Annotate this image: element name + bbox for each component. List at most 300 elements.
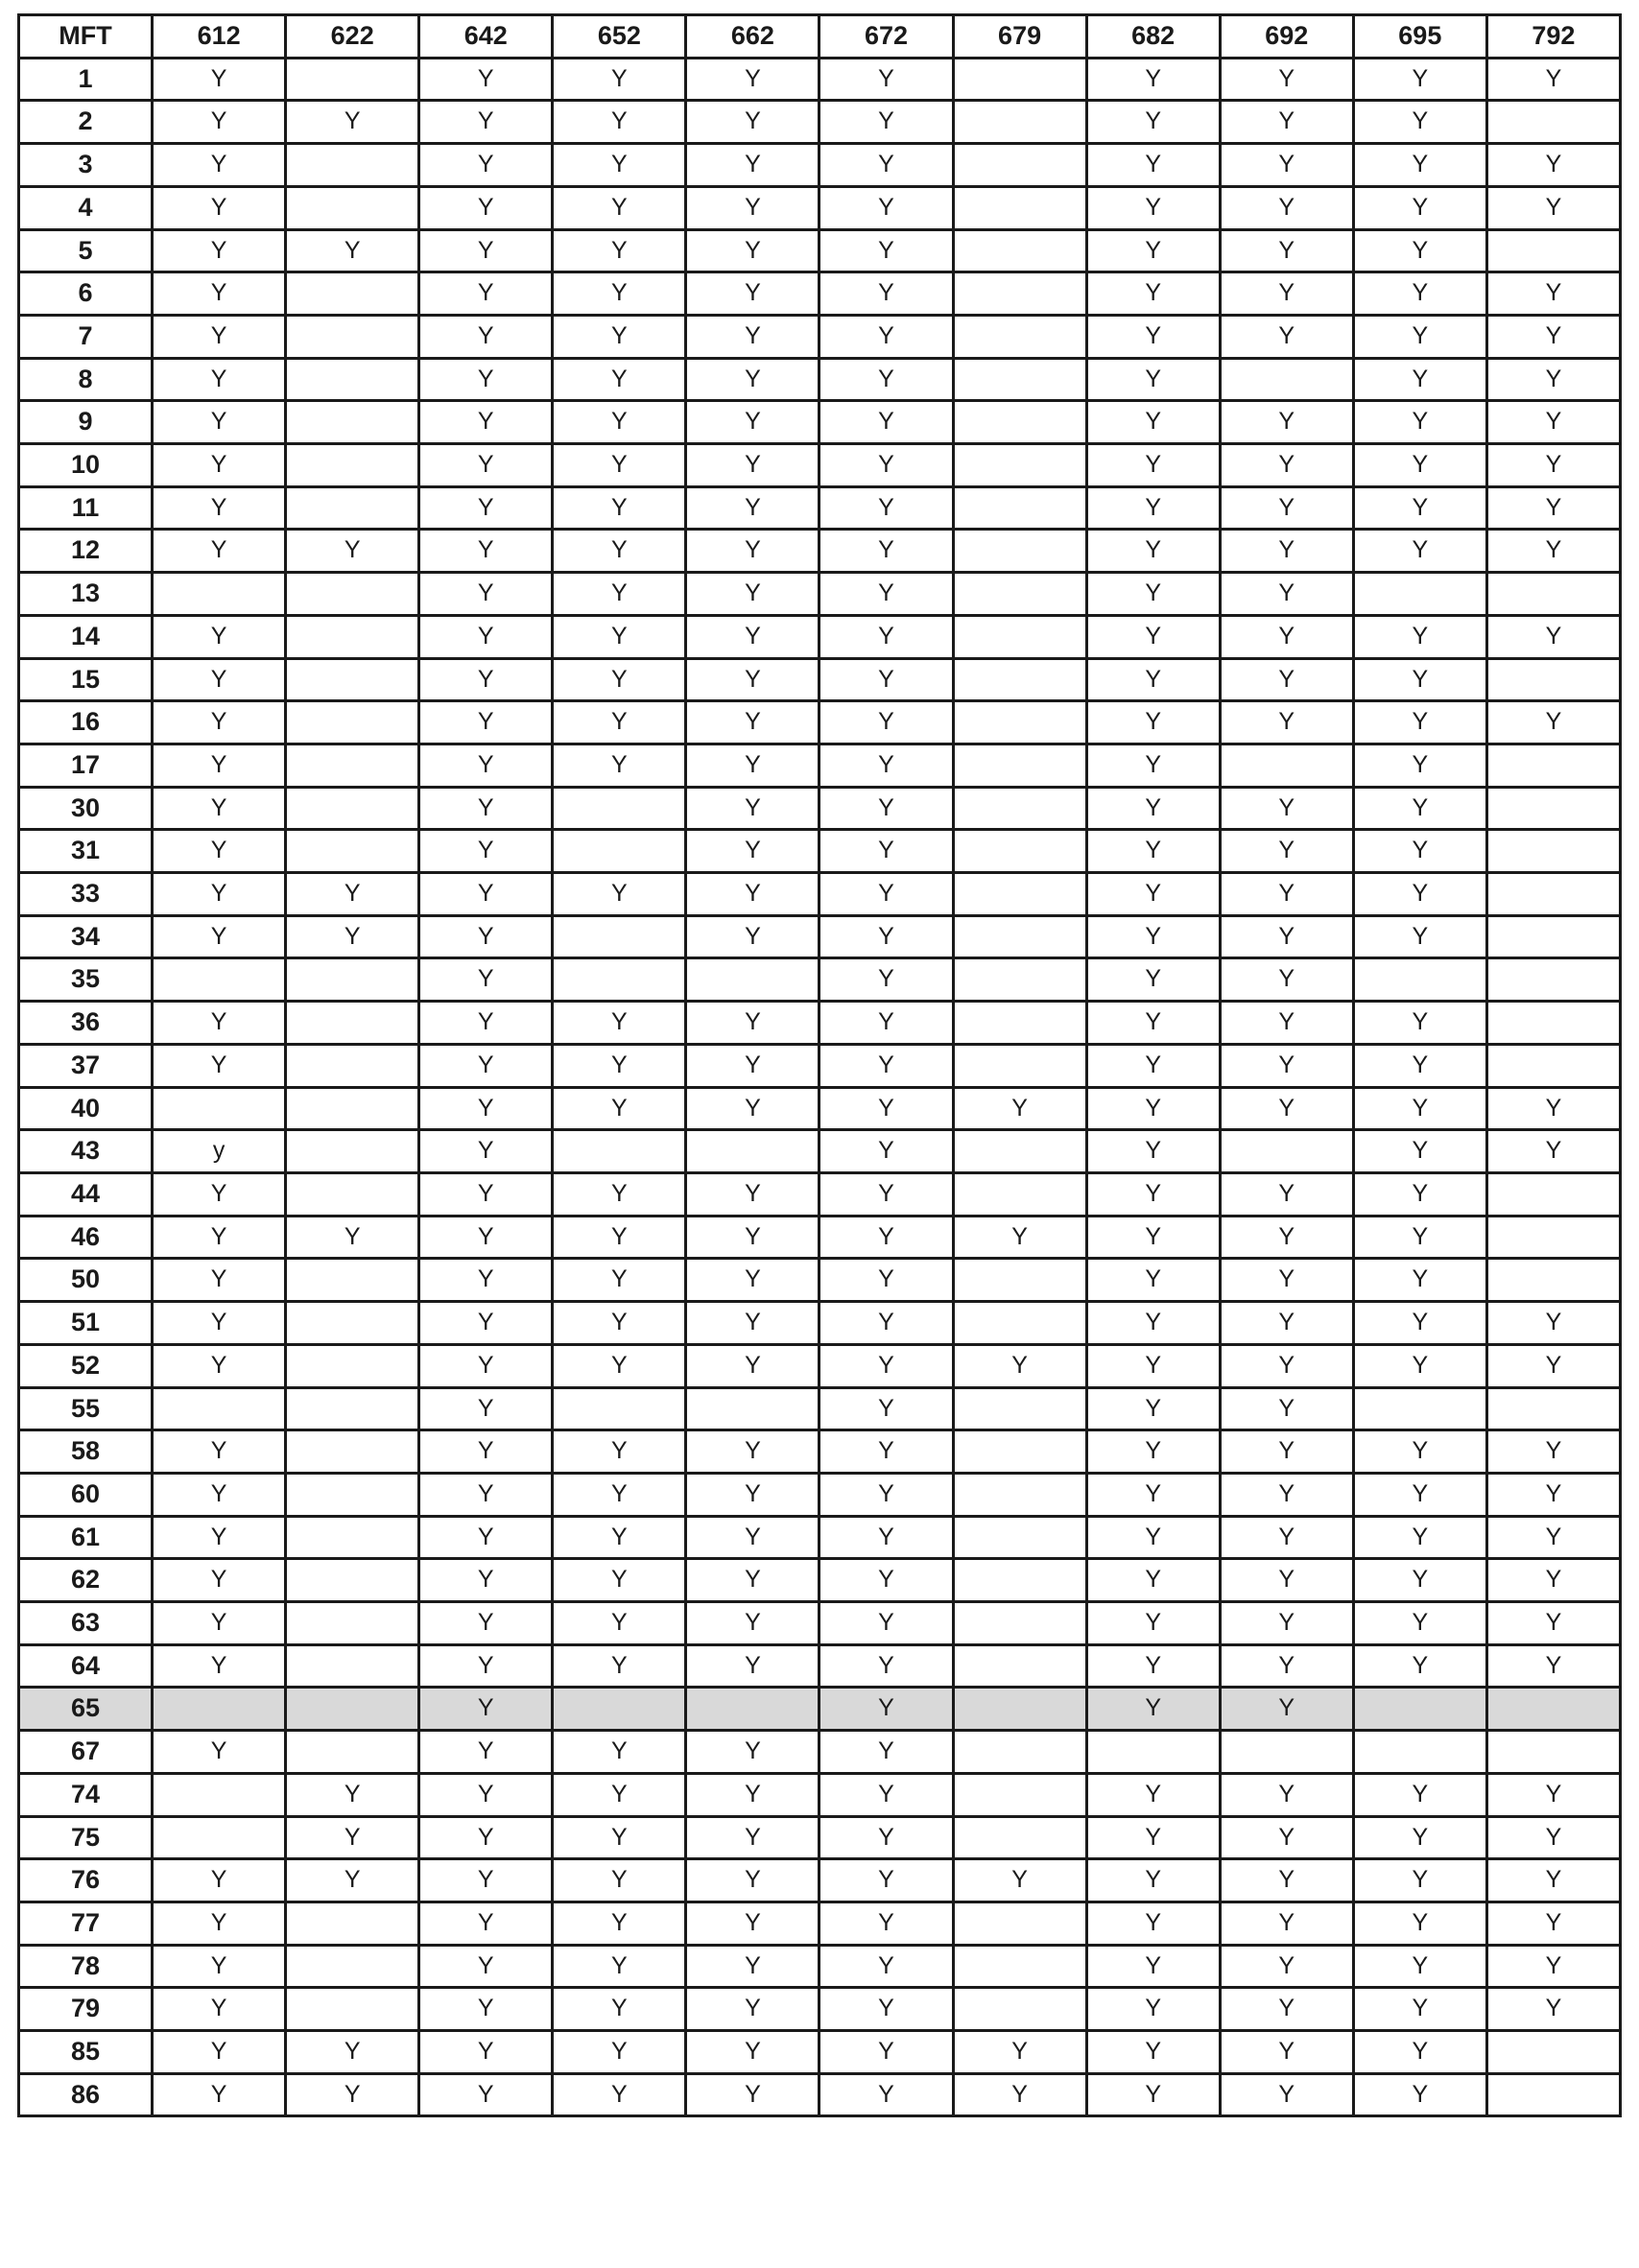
table-cell: Y	[419, 830, 553, 873]
table-cell: Y	[1086, 701, 1220, 744]
table-cell: Y	[820, 58, 953, 101]
table-row	[19, 1559, 1621, 1602]
table-cell: Y	[686, 1259, 820, 1302]
table-cell: Y	[1220, 315, 1353, 358]
table-cell: Y	[820, 2031, 953, 2074]
table-cell: Y	[419, 1644, 553, 1688]
table-cell: Y	[553, 1945, 686, 1988]
table-cell	[153, 1087, 286, 1130]
table-row	[19, 1945, 1621, 1988]
table-row	[19, 1044, 1621, 1087]
table-cell: Y	[1086, 1473, 1220, 1516]
table-cell: Y	[820, 1816, 953, 1859]
table-cell	[953, 1945, 1086, 1988]
row-label: 30	[19, 787, 153, 830]
table-cell: Y	[419, 101, 553, 144]
table-cell	[286, 1688, 419, 1731]
table-cell: Y	[153, 701, 286, 744]
table-row	[19, 444, 1621, 487]
table-row	[19, 1130, 1621, 1173]
table-cell: Y	[820, 401, 953, 444]
column-header-662: 662	[686, 15, 820, 59]
table-cell: Y	[1220, 144, 1353, 187]
table-cell: Y	[686, 1044, 820, 1087]
table-cell: Y	[419, 1559, 553, 1602]
table-cell	[286, 444, 419, 487]
table-cell: Y	[1220, 1216, 1353, 1259]
table-cell	[953, 1644, 1086, 1688]
table-cell: Y	[953, 1216, 1086, 1259]
table-cell: Y	[1086, 530, 1220, 573]
table-row	[19, 1087, 1621, 1130]
table-cell: Y	[419, 1216, 553, 1259]
table-cell	[1353, 1688, 1486, 1731]
table-cell: Y	[953, 2031, 1086, 2074]
table-cell: Y	[1086, 915, 1220, 958]
table-cell: Y	[820, 272, 953, 316]
table-cell: Y	[419, 58, 553, 101]
table-cell: Y	[820, 2073, 953, 2116]
table-cell	[286, 1387, 419, 1430]
table-cell: Y	[1486, 1516, 1620, 1559]
table-cell: Y	[1220, 2031, 1353, 2074]
table-cell: Y	[553, 1002, 686, 1045]
table-cell: Y	[1086, 401, 1220, 444]
table-cell: Y	[1353, 787, 1486, 830]
table-cell	[953, 1172, 1086, 1216]
table-cell: Y	[153, 229, 286, 272]
table-cell	[553, 787, 686, 830]
table-cell	[953, 58, 1086, 101]
table-cell: Y	[953, 1344, 1086, 1387]
table-cell: Y	[1086, 1216, 1220, 1259]
table-cell: Y	[1086, 315, 1220, 358]
table-cell: Y	[1486, 530, 1620, 573]
table-cell: Y	[1486, 1302, 1620, 1345]
table-cell: Y	[820, 1044, 953, 1087]
table-cell	[286, 1988, 419, 2031]
table-cell: Y	[1220, 530, 1353, 573]
table-cell: Y	[553, 1644, 686, 1688]
table-cell: Y	[553, 1430, 686, 1474]
table-cell	[953, 1044, 1086, 1087]
table-cell: Y	[419, 1688, 553, 1731]
table-cell: Y	[1086, 1945, 1220, 1988]
table-cell: Y	[153, 401, 286, 444]
table-cell	[286, 1130, 419, 1173]
table-cell: Y	[1353, 2031, 1486, 2074]
table-cell	[953, 787, 1086, 830]
table-cell	[953, 358, 1086, 401]
table-cell	[286, 573, 419, 616]
table-cell: Y	[153, 1516, 286, 1559]
table-cell	[286, 58, 419, 101]
table-cell: Y	[820, 1087, 953, 1130]
table-cell: Y	[1486, 1945, 1620, 1988]
table-cell	[286, 1731, 419, 1774]
table-cell: Y	[553, 58, 686, 101]
table-cell: Y	[1353, 1816, 1486, 1859]
table-cell: Y	[553, 401, 686, 444]
table-cell: Y	[553, 1302, 686, 1345]
table-cell: Y	[419, 1387, 553, 1430]
table-cell: Y	[1220, 1302, 1353, 1345]
table-row	[19, 1172, 1621, 1216]
table-cell: Y	[1220, 873, 1353, 916]
table-cell: Y	[686, 144, 820, 187]
table-cell: Y	[1220, 1172, 1353, 1216]
table-cell	[1486, 873, 1620, 916]
table-cell	[286, 1259, 419, 1302]
table-cell: Y	[419, 1430, 553, 1474]
table-cell: Y	[686, 1816, 820, 1859]
table-cell: Y	[1486, 358, 1620, 401]
table-cell: Y	[153, 315, 286, 358]
table-cell: Y	[553, 744, 686, 787]
table-cell: Y	[553, 101, 686, 144]
table-cell: Y	[553, 1087, 686, 1130]
table-cell: Y	[1086, 272, 1220, 316]
table-cell	[953, 1302, 1086, 1345]
table-cell: Y	[1086, 1773, 1220, 1816]
table-row	[19, 401, 1621, 444]
table-cell: Y	[153, 1430, 286, 1474]
table-cell	[1220, 1130, 1353, 1173]
table-cell: Y	[686, 186, 820, 229]
table-cell: Y	[1353, 1002, 1486, 1045]
table-cell: Y	[153, 1988, 286, 2031]
table-cell: Y	[1086, 1259, 1220, 1302]
table-row	[19, 787, 1621, 830]
table-cell: Y	[686, 315, 820, 358]
row-label: 44	[19, 1172, 153, 1216]
table-cell	[153, 1387, 286, 1430]
table-cell	[153, 1816, 286, 1859]
table-row	[19, 1344, 1621, 1387]
table-cell: Y	[419, 444, 553, 487]
row-label: 5	[19, 229, 153, 272]
row-label: 52	[19, 1344, 153, 1387]
table-cell	[553, 1688, 686, 1731]
table-cell: Y	[419, 1044, 553, 1087]
table-cell	[953, 958, 1086, 1002]
table-cell: Y	[553, 658, 686, 701]
table-row	[19, 958, 1621, 1002]
table-cell: Y	[1353, 701, 1486, 744]
table-cell: Y	[820, 358, 953, 401]
table-row	[19, 1430, 1621, 1474]
row-label: 78	[19, 1945, 153, 1988]
table-cell: Y	[153, 1044, 286, 1087]
table-cell: Y	[553, 1731, 686, 1774]
table-cell: Y	[153, 1859, 286, 1902]
table-cell: Y	[153, 2073, 286, 2116]
row-label: 46	[19, 1216, 153, 1259]
table-cell: Y	[1220, 229, 1353, 272]
table-cell: Y	[1486, 1430, 1620, 1474]
table-cell: Y	[1353, 272, 1486, 316]
table-cell: Y	[820, 958, 953, 1002]
table-cell: Y	[820, 1172, 953, 1216]
table-cell	[686, 958, 820, 1002]
table-cell: Y	[553, 486, 686, 530]
row-label: 13	[19, 573, 153, 616]
table-cell	[1486, 1731, 1620, 1774]
row-label: 31	[19, 830, 153, 873]
table-cell: Y	[1353, 444, 1486, 487]
table-cell: Y	[820, 1002, 953, 1045]
table-cell: Y	[153, 144, 286, 187]
table-cell: Y	[1086, 1859, 1220, 1902]
table-cell: Y	[686, 486, 820, 530]
table-cell: Y	[820, 1988, 953, 2031]
table-cell	[1220, 1731, 1353, 1774]
table-cell	[953, 830, 1086, 873]
table-cell	[953, 1988, 1086, 2031]
table-cell	[286, 186, 419, 229]
table-cell: Y	[1353, 744, 1486, 787]
table-row	[19, 1216, 1621, 1259]
table-cell: Y	[1353, 1516, 1486, 1559]
table-cell: Y	[153, 530, 286, 573]
table-cell: Y	[419, 658, 553, 701]
table-cell	[1486, 1259, 1620, 1302]
table-cell: Y	[553, 701, 686, 744]
table-cell	[286, 1473, 419, 1516]
table-cell	[286, 1644, 419, 1688]
table-row	[19, 1988, 1621, 2031]
table-cell	[1486, 229, 1620, 272]
table-cell	[553, 915, 686, 958]
column-header-652: 652	[553, 15, 686, 59]
table-cell: Y	[153, 830, 286, 873]
table-cell: Y	[419, 1172, 553, 1216]
column-header-642: 642	[419, 15, 553, 59]
table-cell: Y	[686, 573, 820, 616]
table-cell: Y	[419, 873, 553, 916]
row-label: 85	[19, 2031, 153, 2074]
table-cell	[153, 958, 286, 1002]
table-cell: Y	[553, 1773, 686, 1816]
table-cell: Y	[686, 229, 820, 272]
table-cell: Y	[1353, 315, 1486, 358]
table-cell: Y	[1220, 1044, 1353, 1087]
table-cell: Y	[1353, 401, 1486, 444]
table-cell: Y	[419, 1259, 553, 1302]
table-cell: Y	[1220, 1473, 1353, 1516]
table-cell	[1486, 830, 1620, 873]
table-cell	[1486, 744, 1620, 787]
table-cell: Y	[686, 830, 820, 873]
table-cell: Y	[686, 2073, 820, 2116]
table-cell: Y	[1486, 1130, 1620, 1173]
table-cell: Y	[286, 1216, 419, 1259]
table-cell: Y	[1486, 1473, 1620, 1516]
table-cell: Y	[153, 1902, 286, 1945]
table-row	[19, 1859, 1621, 1902]
table-cell: Y	[553, 444, 686, 487]
table-cell	[1486, 1002, 1620, 1045]
table-cell: Y	[686, 1172, 820, 1216]
row-label: 77	[19, 1902, 153, 1945]
table-cell: Y	[419, 1988, 553, 2031]
table-cell	[1353, 1387, 1486, 1430]
table-cell: Y	[553, 1259, 686, 1302]
table-cell: Y	[820, 1945, 953, 1988]
table-cell: Y	[1220, 401, 1353, 444]
table-cell: Y	[1486, 58, 1620, 101]
row-label: 40	[19, 1087, 153, 1130]
row-label: 51	[19, 1302, 153, 1345]
table-cell	[953, 1902, 1086, 1945]
table-row	[19, 1002, 1621, 1045]
row-label: 55	[19, 1387, 153, 1430]
table-cell: Y	[286, 1773, 419, 1816]
table-row	[19, 615, 1621, 658]
table-cell: Y	[1220, 1902, 1353, 1945]
table-cell: Y	[1220, 1430, 1353, 1474]
row-label: 7	[19, 315, 153, 358]
row-label: 86	[19, 2073, 153, 2116]
table-cell: Y	[153, 1002, 286, 1045]
table-cell	[953, 1816, 1086, 1859]
table-cell: Y	[820, 1773, 953, 1816]
table-cell: y	[153, 1130, 286, 1173]
table-row	[19, 701, 1621, 744]
table-cell	[953, 1387, 1086, 1430]
table-cell: Y	[1086, 1516, 1220, 1559]
table-cell: Y	[820, 1559, 953, 1602]
table-cell	[953, 1773, 1086, 1816]
table-row	[19, 229, 1621, 272]
table-cell	[1486, 958, 1620, 1002]
table-cell: Y	[1220, 444, 1353, 487]
table-cell: Y	[1486, 1559, 1620, 1602]
table-cell	[953, 144, 1086, 187]
table-cell	[953, 915, 1086, 958]
table-cell: Y	[1220, 1688, 1353, 1731]
table-cell: Y	[820, 744, 953, 787]
column-header-679: 679	[953, 15, 1086, 59]
table-cell: Y	[686, 444, 820, 487]
table-cell: Y	[1353, 1945, 1486, 1988]
table-cell	[286, 658, 419, 701]
table-cell	[1220, 744, 1353, 787]
table-cell: Y	[1086, 444, 1220, 487]
table-cell: Y	[553, 272, 686, 316]
table-cell: Y	[1353, 101, 1486, 144]
table-cell: Y	[820, 186, 953, 229]
table-cell	[286, 272, 419, 316]
row-label: 14	[19, 615, 153, 658]
table-cell: Y	[1486, 486, 1620, 530]
row-label: 36	[19, 1002, 153, 1045]
table-cell: Y	[1086, 830, 1220, 873]
row-label: 6	[19, 272, 153, 316]
table-cell: Y	[686, 101, 820, 144]
table-cell: Y	[820, 1259, 953, 1302]
table-cell: Y	[553, 1902, 686, 1945]
table-cell	[1486, 1216, 1620, 1259]
table-cell: Y	[1486, 1087, 1620, 1130]
table-cell	[1486, 658, 1620, 701]
table-cell	[153, 573, 286, 616]
table-cell	[953, 1473, 1086, 1516]
table-cell: Y	[1220, 1387, 1353, 1430]
table-cell: Y	[686, 2031, 820, 2074]
table-cell: Y	[153, 658, 286, 701]
table-cell	[1486, 573, 1620, 616]
table-cell: Y	[419, 787, 553, 830]
table-cell: Y	[1353, 1859, 1486, 1902]
table-cell: Y	[820, 101, 953, 144]
table-cell: Y	[1220, 486, 1353, 530]
table-cell: Y	[1220, 701, 1353, 744]
table-cell: Y	[153, 615, 286, 658]
table-cell: Y	[1353, 229, 1486, 272]
table-cell: Y	[686, 1302, 820, 1345]
table-cell: Y	[820, 1387, 953, 1430]
table-cell	[953, 530, 1086, 573]
table-cell: Y	[1486, 1859, 1620, 1902]
table-cell: Y	[553, 1216, 686, 1259]
table-cell: Y	[1220, 1516, 1353, 1559]
row-label: 11	[19, 486, 153, 530]
table-cell	[953, 701, 1086, 744]
table-cell: Y	[1220, 658, 1353, 701]
table-cell: Y	[1086, 1172, 1220, 1216]
table-cell: Y	[419, 1816, 553, 1859]
table-cell: Y	[1486, 315, 1620, 358]
table-cell: Y	[686, 1945, 820, 1988]
table-cell: Y	[419, 1130, 553, 1173]
table-cell: Y	[1220, 830, 1353, 873]
table-cell	[286, 1602, 419, 1645]
column-header-mft: MFT	[19, 15, 153, 59]
table-cell: Y	[1220, 1259, 1353, 1302]
table-cell: Y	[1353, 915, 1486, 958]
table-cell: Y	[419, 2031, 553, 2074]
table-row	[19, 272, 1621, 316]
table-cell	[953, 1559, 1086, 1602]
table-cell: Y	[820, 830, 953, 873]
row-label: 60	[19, 1473, 153, 1516]
table-cell: Y	[153, 744, 286, 787]
table-cell	[953, 101, 1086, 144]
table-cell: Y	[286, 101, 419, 144]
table-cell	[953, 1002, 1086, 1045]
table-cell	[153, 1688, 286, 1731]
table-row	[19, 1387, 1621, 1430]
table-cell: Y	[153, 1172, 286, 1216]
table-row	[19, 744, 1621, 787]
table-cell: Y	[419, 1516, 553, 1559]
table-cell: Y	[153, 358, 286, 401]
table-cell: Y	[1220, 787, 1353, 830]
table-cell	[286, 1172, 419, 1216]
table-cell: Y	[1353, 830, 1486, 873]
table-cell	[286, 1559, 419, 1602]
table-cell: Y	[419, 1087, 553, 1130]
row-label: 63	[19, 1602, 153, 1645]
table-cell: Y	[820, 530, 953, 573]
table-cell: Y	[820, 144, 953, 187]
table-cell: Y	[1086, 958, 1220, 1002]
table-cell: Y	[153, 1644, 286, 1688]
table-cell: Y	[553, 1044, 686, 1087]
table-cell: Y	[820, 1902, 953, 1945]
table-cell: Y	[419, 744, 553, 787]
